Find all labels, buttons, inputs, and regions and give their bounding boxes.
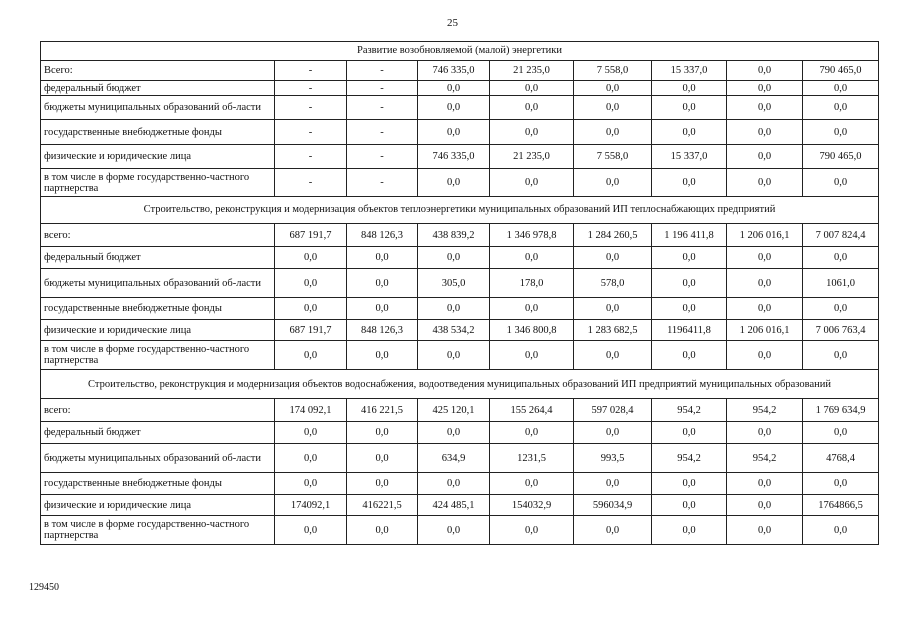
value-cell: 1764866,5 xyxy=(803,495,879,516)
value-cell: 0,0 xyxy=(418,298,490,320)
value-cell: - xyxy=(275,96,347,120)
value-cell: - xyxy=(275,145,347,169)
value-cell: 0,0 xyxy=(490,473,574,495)
row-label: государственные внебюджетные фонды xyxy=(41,120,275,145)
value-cell: 993,5 xyxy=(574,444,652,473)
value-cell: 1 206 016,1 xyxy=(727,224,803,247)
value-cell: 0,0 xyxy=(275,298,347,320)
table-row xyxy=(41,341,879,370)
value-cell: 0,0 xyxy=(803,422,879,444)
value-cell: 0,0 xyxy=(803,169,879,197)
value-cell: 0,0 xyxy=(727,341,803,370)
value-cell: 0,0 xyxy=(347,269,418,298)
value-cell: 1 284 260,5 xyxy=(574,224,652,247)
value-cell: - xyxy=(275,169,347,197)
table-row xyxy=(41,120,879,145)
value-cell: 0,0 xyxy=(727,61,803,81)
value-cell: - xyxy=(347,169,418,197)
value-cell: 0,0 xyxy=(727,96,803,120)
value-cell: 305,0 xyxy=(418,269,490,298)
value-cell: 0,0 xyxy=(418,120,490,145)
value-cell: 1 769 634,9 xyxy=(803,399,879,422)
row-label: федеральный бюджет xyxy=(41,422,275,444)
value-cell: - xyxy=(347,145,418,169)
value-cell: 954,2 xyxy=(652,399,727,422)
value-cell: - xyxy=(347,81,418,96)
value-cell: - xyxy=(275,120,347,145)
value-cell: 0,0 xyxy=(652,169,727,197)
value-cell: 178,0 xyxy=(490,269,574,298)
value-cell: 0,0 xyxy=(803,247,879,269)
value-cell: 1 346 978,8 xyxy=(490,224,574,247)
section-header-row xyxy=(41,370,879,399)
value-cell: 0,0 xyxy=(652,473,727,495)
value-cell: 438 534,2 xyxy=(418,320,490,341)
row-label: в том числе в форме государственно-частного партнерства xyxy=(41,516,275,545)
section-title: Строительство, реконструкция и модернизация объектов теплоэнергетики муниципальных образований ИП теплоснабжающих предприятий xyxy=(41,197,879,224)
row-label: государственные внебюджетные фонды xyxy=(41,298,275,320)
value-cell: 0,0 xyxy=(347,444,418,473)
section-title: Развитие возобновляемой (малой) энергетики xyxy=(41,42,879,61)
value-cell: - xyxy=(275,61,347,81)
table-row xyxy=(41,516,879,545)
section-title: Строительство, реконструкция и модернизация объектов водоснабжения, водоотведения муниципальных образований ИП предприятий муниципальных образований xyxy=(41,370,879,399)
value-cell: 0,0 xyxy=(727,81,803,96)
value-cell: 0,0 xyxy=(275,341,347,370)
value-cell: 154032,9 xyxy=(490,495,574,516)
value-cell: 0,0 xyxy=(803,81,879,96)
value-cell: 1 283 682,5 xyxy=(574,320,652,341)
row-label: в том числе в форме государственно-частного партнерства xyxy=(41,341,275,370)
value-cell: - xyxy=(275,81,347,96)
value-cell: 0,0 xyxy=(652,516,727,545)
value-cell: 0,0 xyxy=(574,120,652,145)
value-cell: 0,0 xyxy=(727,516,803,545)
table-row xyxy=(41,61,879,81)
value-cell: 746 335,0 xyxy=(418,145,490,169)
value-cell: 0,0 xyxy=(490,169,574,197)
value-cell: 0,0 xyxy=(574,247,652,269)
value-cell: 7 007 824,4 xyxy=(803,224,879,247)
value-cell: 416221,5 xyxy=(347,495,418,516)
value-cell: 0,0 xyxy=(275,269,347,298)
row-label: бюджеты муниципальных образований об-ласти xyxy=(41,269,275,298)
value-cell: 0,0 xyxy=(574,516,652,545)
value-cell: 0,0 xyxy=(418,247,490,269)
value-cell: 0,0 xyxy=(803,120,879,145)
table-row xyxy=(41,145,879,169)
value-cell: - xyxy=(347,61,418,81)
table-row xyxy=(41,269,879,298)
row-label: федеральный бюджет xyxy=(41,81,275,96)
value-cell: 954,2 xyxy=(727,399,803,422)
table-row xyxy=(41,298,879,320)
value-cell: 0,0 xyxy=(574,298,652,320)
value-cell: 0,0 xyxy=(275,473,347,495)
value-cell: 0,0 xyxy=(652,81,727,96)
table-row xyxy=(41,495,879,516)
value-cell: 578,0 xyxy=(574,269,652,298)
value-cell: 0,0 xyxy=(574,473,652,495)
value-cell: 0,0 xyxy=(347,516,418,545)
value-cell: 0,0 xyxy=(727,169,803,197)
value-cell: 0,0 xyxy=(803,341,879,370)
value-cell: 0,0 xyxy=(803,96,879,120)
value-cell: 0,0 xyxy=(652,298,727,320)
value-cell: 15 337,0 xyxy=(652,61,727,81)
value-cell: 0,0 xyxy=(727,247,803,269)
value-cell: 155 264,4 xyxy=(490,399,574,422)
value-cell: 954,2 xyxy=(652,444,727,473)
value-cell: 0,0 xyxy=(347,473,418,495)
value-cell: 0,0 xyxy=(727,269,803,298)
value-cell: 0,0 xyxy=(727,473,803,495)
value-cell: 174 092,1 xyxy=(275,399,347,422)
value-cell: 15 337,0 xyxy=(652,145,727,169)
row-label: бюджеты муниципальных образований об-ласти xyxy=(41,96,275,120)
value-cell: 0,0 xyxy=(347,422,418,444)
value-cell: 848 126,3 xyxy=(347,320,418,341)
table-row xyxy=(41,422,879,444)
funding-table xyxy=(40,41,879,545)
value-cell: 7 558,0 xyxy=(574,61,652,81)
value-cell: 1061,0 xyxy=(803,269,879,298)
value-cell: 4768,4 xyxy=(803,444,879,473)
value-cell: 7 558,0 xyxy=(574,145,652,169)
value-cell: 0,0 xyxy=(574,96,652,120)
value-cell: 687 191,7 xyxy=(275,224,347,247)
value-cell: 0,0 xyxy=(418,422,490,444)
value-cell: 0,0 xyxy=(574,169,652,197)
value-cell: 634,9 xyxy=(418,444,490,473)
value-cell: 0,0 xyxy=(418,96,490,120)
value-cell: 0,0 xyxy=(490,341,574,370)
value-cell: 438 839,2 xyxy=(418,224,490,247)
value-cell: 0,0 xyxy=(490,247,574,269)
document-id: 129450 xyxy=(29,582,59,593)
value-cell: 597 028,4 xyxy=(574,399,652,422)
value-cell: 790 465,0 xyxy=(803,145,879,169)
value-cell: 0,0 xyxy=(490,96,574,120)
value-cell: 0,0 xyxy=(275,516,347,545)
value-cell: 0,0 xyxy=(803,516,879,545)
value-cell: 0,0 xyxy=(490,516,574,545)
value-cell: 425 120,1 xyxy=(418,399,490,422)
value-cell: 1 346 800,8 xyxy=(490,320,574,341)
value-cell: 0,0 xyxy=(418,341,490,370)
value-cell: 0,0 xyxy=(275,422,347,444)
row-label: физические и юридические лица xyxy=(41,320,275,341)
value-cell: 848 126,3 xyxy=(347,224,418,247)
value-cell: 0,0 xyxy=(347,341,418,370)
value-cell: 0,0 xyxy=(418,516,490,545)
value-cell: 0,0 xyxy=(652,495,727,516)
value-cell: 0,0 xyxy=(347,247,418,269)
value-cell: 21 235,0 xyxy=(490,61,574,81)
row-label: физические и юридические лица xyxy=(41,495,275,516)
table-row xyxy=(41,320,879,341)
value-cell: 746 335,0 xyxy=(418,61,490,81)
table-row xyxy=(41,81,879,96)
row-label: федеральный бюджет xyxy=(41,247,275,269)
value-cell: 0,0 xyxy=(490,422,574,444)
value-cell: 1 206 016,1 xyxy=(727,320,803,341)
value-cell: 0,0 xyxy=(727,422,803,444)
value-cell: 1196411,8 xyxy=(652,320,727,341)
value-cell: 0,0 xyxy=(652,422,727,444)
value-cell: 0,0 xyxy=(727,120,803,145)
value-cell: 0,0 xyxy=(652,247,727,269)
row-label: государственные внебюджетные фонды xyxy=(41,473,275,495)
value-cell: 0,0 xyxy=(490,298,574,320)
value-cell: - xyxy=(347,120,418,145)
value-cell: 0,0 xyxy=(652,120,727,145)
value-cell: 954,2 xyxy=(727,444,803,473)
value-cell: 0,0 xyxy=(490,120,574,145)
row-label: физические и юридические лица xyxy=(41,145,275,169)
table-row xyxy=(41,224,879,247)
row-label: бюджеты муниципальных образований об-ласти xyxy=(41,444,275,473)
value-cell: 0,0 xyxy=(275,444,347,473)
value-cell: 0,0 xyxy=(727,298,803,320)
value-cell: 1 196 411,8 xyxy=(652,224,727,247)
page-number: 25 xyxy=(447,17,458,29)
table-row xyxy=(41,247,879,269)
value-cell: 0,0 xyxy=(347,298,418,320)
value-cell: 21 235,0 xyxy=(490,145,574,169)
value-cell: 174092,1 xyxy=(275,495,347,516)
value-cell: 0,0 xyxy=(652,341,727,370)
value-cell: 7 006 763,4 xyxy=(803,320,879,341)
value-cell: 0,0 xyxy=(418,81,490,96)
value-cell: 790 465,0 xyxy=(803,61,879,81)
value-cell: 0,0 xyxy=(652,96,727,120)
value-cell: 0,0 xyxy=(727,145,803,169)
value-cell: 0,0 xyxy=(275,247,347,269)
value-cell: 0,0 xyxy=(803,298,879,320)
table-row xyxy=(41,96,879,120)
value-cell: 0,0 xyxy=(418,169,490,197)
value-cell: - xyxy=(347,96,418,120)
value-cell: 0,0 xyxy=(574,422,652,444)
table-row xyxy=(41,473,879,495)
row-label: Всего: xyxy=(41,61,275,81)
row-label: всего: xyxy=(41,399,275,422)
value-cell: 0,0 xyxy=(574,341,652,370)
table-row xyxy=(41,444,879,473)
value-cell: 0,0 xyxy=(418,473,490,495)
value-cell: 1231,5 xyxy=(490,444,574,473)
value-cell: 687 191,7 xyxy=(275,320,347,341)
value-cell: 0,0 xyxy=(803,473,879,495)
value-cell: 0,0 xyxy=(727,495,803,516)
value-cell: 0,0 xyxy=(490,81,574,96)
value-cell: 424 485,1 xyxy=(418,495,490,516)
value-cell: 596034,9 xyxy=(574,495,652,516)
table-row xyxy=(41,169,879,197)
table-row xyxy=(41,399,879,422)
value-cell: 0,0 xyxy=(574,81,652,96)
value-cell: 0,0 xyxy=(652,269,727,298)
value-cell: 416 221,5 xyxy=(347,399,418,422)
section-header-row xyxy=(41,42,879,61)
section-header-row xyxy=(41,197,879,224)
row-label: всего: xyxy=(41,224,275,247)
row-label: в том числе в форме государственно-частного партнерства xyxy=(41,169,275,197)
